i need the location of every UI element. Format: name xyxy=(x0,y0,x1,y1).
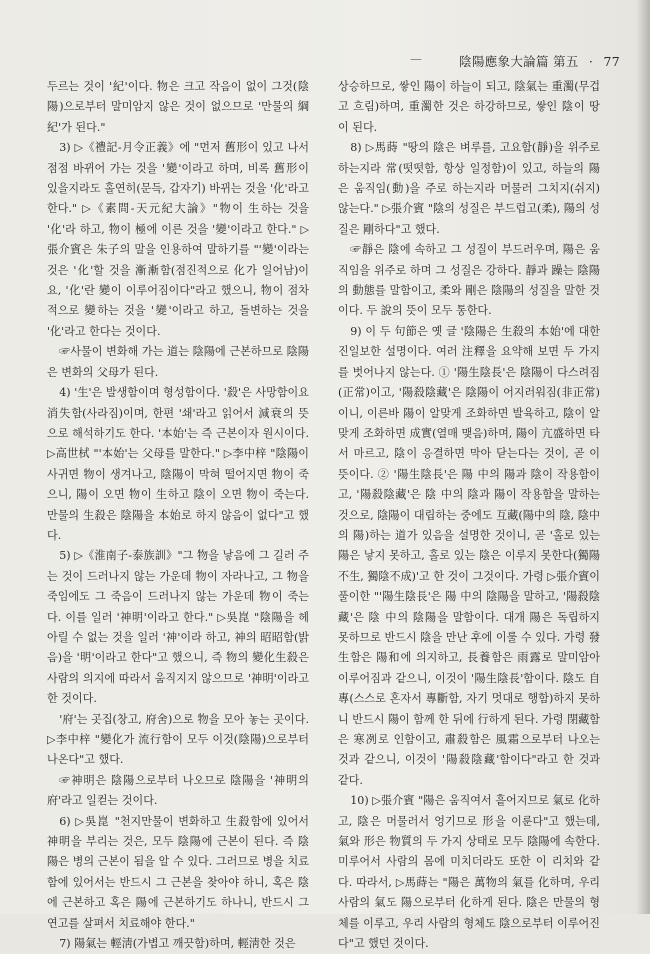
paragraph: 4) '生'은 발생함이며 형성함이다. '殺'은 사망함이요 消失함(사라짐)이며, 한편 '쇄'라고 읽어서 減衰의 뜻으로 해석하기도 한다. '本始'는 즉 근본이자 원시이다. ▷高世栻 "'本始'는 父母를 말한다." ▷李中梓 "陰陽이 사귀면 物이 생겨나고, 陰陽이 막혀 떨어지면 物이 죽으니, 陽이 오면 物이 生하고 陰이 오면 物이 죽는다. 만물의 生殺은 陰陽을 本始로 하지 않음이 없다"고 했다. xyxy=(47,386,309,542)
chapter-title: 陰陽應象大論篇 第五 xyxy=(459,54,579,69)
paragraph: ☞神明은 陰陽으로부터 나오므로 陰陽을 '神明의 府'라고 일컫는 것이다. xyxy=(47,773,309,808)
header-dash: — xyxy=(410,52,422,66)
paragraph: 8) ▷馬蒔 "땅의 陰은 벼루를, 고요함(靜)을 위주로 하는지라 常(떳떳함, 항상 일정함)이 있고, 하늘의 陽은 움직임(動)을 주로 하는지라 머물러 그치지(쉬지) 않는다." ▷張介賓 "陰의 성질은 부드럽고(柔), 陽의 성질은 剛하다"고 했다. xyxy=(338,141,600,236)
page-spine-shadow xyxy=(636,0,650,914)
right-column xyxy=(338,77,600,954)
paragraph: '府'는 곳집(창고, 府舍)으로 物을 모아 놓는 곳이다. ▷李中梓 "變化가 流行함이 모두 이것(陰陽)으로부터 나온다"고 했다. xyxy=(47,712,309,767)
paragraph: ☞사물이 변화해 가는 道는 陰陽에 근본하므로 陰陽은 변화의 父母가 된다. xyxy=(47,345,309,379)
paragraph: 10) ▷張介賓 "陽은 움직여서 흩어지므로 氣로 化하고, 陰은 머물러서 엉기므로 形을 이룬다"고 했는데, 氣와 形은 物質의 두 가지 상태로 모두 陰陽에 속한다. 미루어서 사람의 몸에 미치더라도 또한 이 리치와 같다. 따라서, ▷馬蒔는 "陽은 萬物의 氣를 化하며, 우리 사람의 氣도 陽으로부터 化하게 된다. 陰은 만물의 형체를 이루고, 우리 사람의 형체도 陰으로부터 이루어진다"고 했던 것이다. xyxy=(338,794,600,951)
running-header xyxy=(430,52,620,70)
paragraph: 7) 陽氣는 輕淸(가볍고 깨끗함)하며, 輕淸한 것은 xyxy=(59,937,296,951)
paragraph: 9) 이 두 句節은 옛 글 '陰陽은 生殺의 本始'에 대한 진일보한 설명이다. 여러 注釋을 요약해 보면 두 가지를 벗어나지 않는다. ① '陽生陰長'은 陰陽이 다스려짐(正常)이고, '陽殺陰藏'은 陰陽이 어지러워짐(非正常)이니, 이른바 陽이 알맞게 조화하면 발육하고, 陰이 알맞게 조화하면 成實(열매 맺음)하며, 陽이 亢盛하면 타서 마르고, 陰이 응결하면 막아 닫는다는 것이, 곧 이 뜻이다. ② '陽生陰長'은 陽 中의 陽과 陰이 작용함이고, '陽殺陰藏'은 陰 中의 陰과 陽이 작용함을 말하는 것으로, 陰陽이 대립하는 중에도 互藏(陽中의 陰, 陰中의 陽)하는 道가 있음을 설명한 것이니, 곧 '홀로 있는 陽은 낳지 못하고, 홀로 있는 陰은 이루지 못한다(獨陽不生, 獨陰不成)'고 한 것이 그것이다. 가령 ▷張介賓이 풀이한 "'陽生陰長'은 陽 中의 陰陽을 말하고, '陽殺陰藏'은 陰 中의 陰陽을 말함이다. 대개 陽은 독립하지 못하므로 반드시 陰을 만난 후에 이룰 수 있다. 가령 發生함은 陽和에 의지하고, 長養함은 雨露로 말미암아 이루어짐과 같으니, 이것이 '陽生陰長'함이다. 陰도 自專(스스로 혼자서 專斷함, 자기 멋대로 행함)하지 못하니 반드시 陽이 함께 한 뒤에 行하게 된다. 가령 閉藏함은 寒冽로 인함이고, 肅殺함은 風霜으로부터 나오는 것과 같으니, 이것이 '陽殺陰藏'함이다"라고 한 것과 같다. xyxy=(338,324,600,787)
paragraph: 3) ▷《禮記-月令正義》에 "먼저 舊形이 있고 나서 점점 바뀌어 가는 것을 '變'이라고 하며, 비록 舊形이 있을지라도 홀연히(문득, 갑자기) 바뀌는 것을 '化'라고 한다." ▷《素問-天元紀大論》"物이 生하는 것을 '化'라 하고, 物이 極에 이른 것을 '變'이라고 한다." ▷張介賓은 朱子의 말을 인용하여 말하기를 "'變'이라는 것은 '化'할 것을 漸漸함(점진적으로 化가 일어남)이요, '化'란 變이 이루어짐이다"라고 했으니, 物이 점차적으로 變하는 것을 '變'이라고 하고, 돌변하는 것을 '化'라고 한다는 것이다. xyxy=(47,141,309,338)
paragraph: 6) ▷吳崑 "천지만물이 변화하고 生殺함에 있어서 神明을 부리는 것은, 모두 陰陽에 근본이 된다. 즉 陰陽은 병의 근본이 됨을 알 수 있다. 그러므로 병을 치료함에 있어서는 반드시 그 근본을 찾아야 하니, 혹은 陰에 근본하고 혹은 陽에 근본하기도 하나니, 반드시 그 연고를 살펴서 치료해야 한다." xyxy=(47,814,309,930)
page-number: 77 xyxy=(603,54,620,69)
paragraph: 두르는 것이 '紀'이다. 物은 크고 작음이 없이 그것(陰陽)으로부터 말미암지 않은 것이 없으므로 '만물의 綱紀'가 된다." xyxy=(47,80,309,134)
paragraph: ☞靜은 陰에 속하고 그 성질이 부드러우며, 陽은 움직임을 위주로 하며 그 성질은 강하다. 靜과 躁는 陰陽의 動態를 말함이고, 柔와 剛은 陰陽의 성질을 말한 것이다. 두 說의 뜻이 모두 통한다. xyxy=(338,243,600,318)
paragraph: 5) ▷《淮南子-泰族訓》"그 物을 낳음에 그 길러 주는 것이 드러나지 않는 가운데 物이 자라나고, 그 物을 죽임에도 그 죽음이 드러나지 않는 가운데 物이 죽는다. 이를 일러 '神明'이라고 한다." ▷吳崑 "陰陽을 헤아릴 수 없는 것을 일러 '神'이라 하고, 神의 昭昭함(밝음)을 '明'이라고 한다"고 했으니, 즉 物의 變化生殺은 사람의 의지에 따라서 움직지지 않으므로 '神明'이라고 한 것이다. xyxy=(47,549,309,706)
paragraph: 상승하므로, 쌓인 陽이 하늘이 되고, 陰氣는 重濁(무겁고 흐림)하며, 重濁한 것은 하강하므로, 쌓인 陰이 땅이 된다. xyxy=(338,80,600,134)
left-column xyxy=(47,77,309,954)
header-separator: · xyxy=(588,54,594,69)
